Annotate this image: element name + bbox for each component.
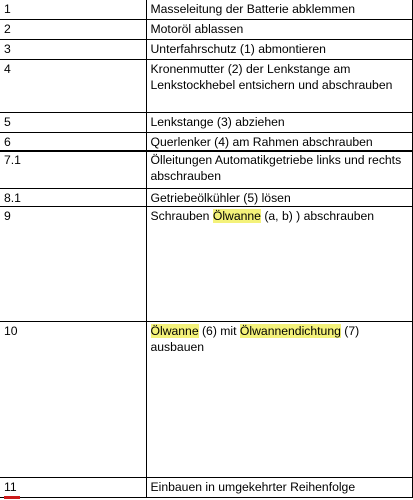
step-instruction: [146, 321, 412, 477]
step-instruction: [146, 19, 412, 39]
step-instruction: [146, 39, 412, 59]
page-edge-marker: [4, 496, 20, 499]
step-text: Lenkstange (3) abziehen: [150, 114, 285, 129]
step-instruction: [146, 477, 412, 497]
table-row: [0, 59, 412, 112]
step-text: (7) ausbauen: [150, 323, 360, 354]
step-instruction: [146, 188, 412, 206]
step-text: Ölleitungen Automatikgetriebe links und rechts abschrauben: [150, 152, 402, 183]
highlighted-term: Ölwanne: [150, 323, 199, 338]
step-number: 2: [0, 19, 146, 39]
step-text: Kronenmutter (2) der Lenkstange am Lenkstockhebel entsichern und abschrauben: [150, 61, 393, 92]
step-text: Einbauen in umgekehrter Reihenfolge: [150, 479, 356, 494]
table-row: [0, 39, 412, 59]
step-instruction: [146, 59, 412, 112]
table-row: [0, 188, 412, 206]
step-number: 3: [0, 39, 146, 59]
step-instruction: [146, 150, 412, 188]
step-number: 6: [0, 132, 146, 150]
step-number: 9: [0, 206, 146, 321]
step-number: 1: [0, 0, 146, 19]
step-text: Unterfahrschutz (1) abmontieren: [150, 41, 326, 56]
table-row: [0, 477, 412, 497]
step-number: 5: [0, 112, 146, 132]
step-instruction: [146, 0, 412, 19]
table-row: [0, 206, 412, 321]
table-row: [0, 321, 412, 477]
table-row: [0, 132, 412, 150]
step-number: 4: [0, 59, 146, 112]
step-text: Motoröl ablassen: [150, 21, 244, 36]
row-separator-rule: [0, 150, 412, 152]
table-row: [0, 112, 412, 132]
step-text: Masseleitung der Batterie abklemmen: [150, 2, 356, 16]
highlighted-term: Ölwanne: [212, 208, 261, 223]
step-instruction: [146, 112, 412, 132]
highlighted-term: Ölwannendichtung: [239, 323, 341, 338]
step-number: 10: [0, 321, 146, 477]
step-text: Getriebeölkühler (5) lösen: [150, 190, 291, 205]
step-text: Querlenker (4) am Rahmen abschrauben: [150, 134, 373, 149]
step-number: 8.1: [0, 188, 146, 206]
table-row: [0, 150, 412, 188]
step-number: 11: [0, 477, 146, 497]
step-text: (a, b) ) abschrauben: [260, 208, 375, 223]
table-row: [0, 19, 412, 39]
step-text: Schrauben: [150, 208, 213, 223]
step-text: (6) mit: [198, 323, 240, 338]
step-instruction: [146, 132, 412, 150]
step-instruction: [146, 206, 412, 321]
step-number: 7.1: [0, 150, 146, 188]
table-row: [0, 0, 412, 19]
